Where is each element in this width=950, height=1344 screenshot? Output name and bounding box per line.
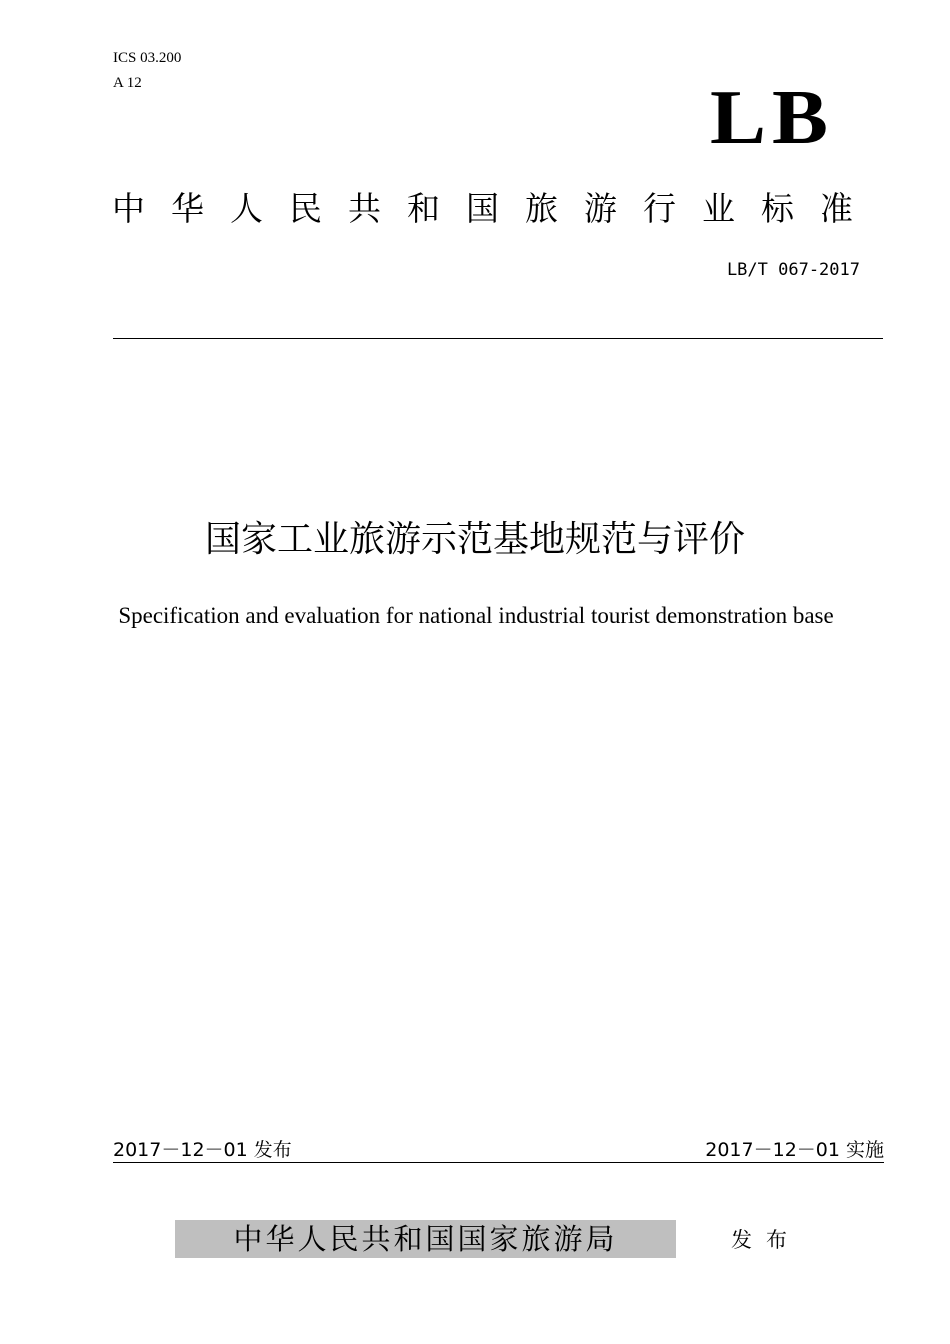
header-divider	[113, 338, 883, 339]
footer-divider	[113, 1162, 884, 1163]
implementation-date: 2017－12－01 实施	[705, 1139, 884, 1161]
document-title-en: Specification and evaluation for national industrial tourist demonstration base	[118, 603, 834, 628]
publisher-name: 中华人民共和国国家旅游局	[175, 1220, 676, 1258]
lb-logo: LB	[709, 74, 834, 161]
issue-date: 2017－12－01 发布	[113, 1139, 292, 1161]
standard-category-title: 中华人民共和国旅游行业标准	[112, 189, 879, 228]
ics-code: ICS 03.200	[113, 50, 182, 66]
publish-label: 发布	[731, 1228, 801, 1252]
classification-code: A 12	[113, 75, 142, 91]
standard-number: LB/T 067-2017	[726, 260, 860, 280]
document-title-cn: 国家工业旅游示范基地规范与评价	[204, 519, 745, 560]
